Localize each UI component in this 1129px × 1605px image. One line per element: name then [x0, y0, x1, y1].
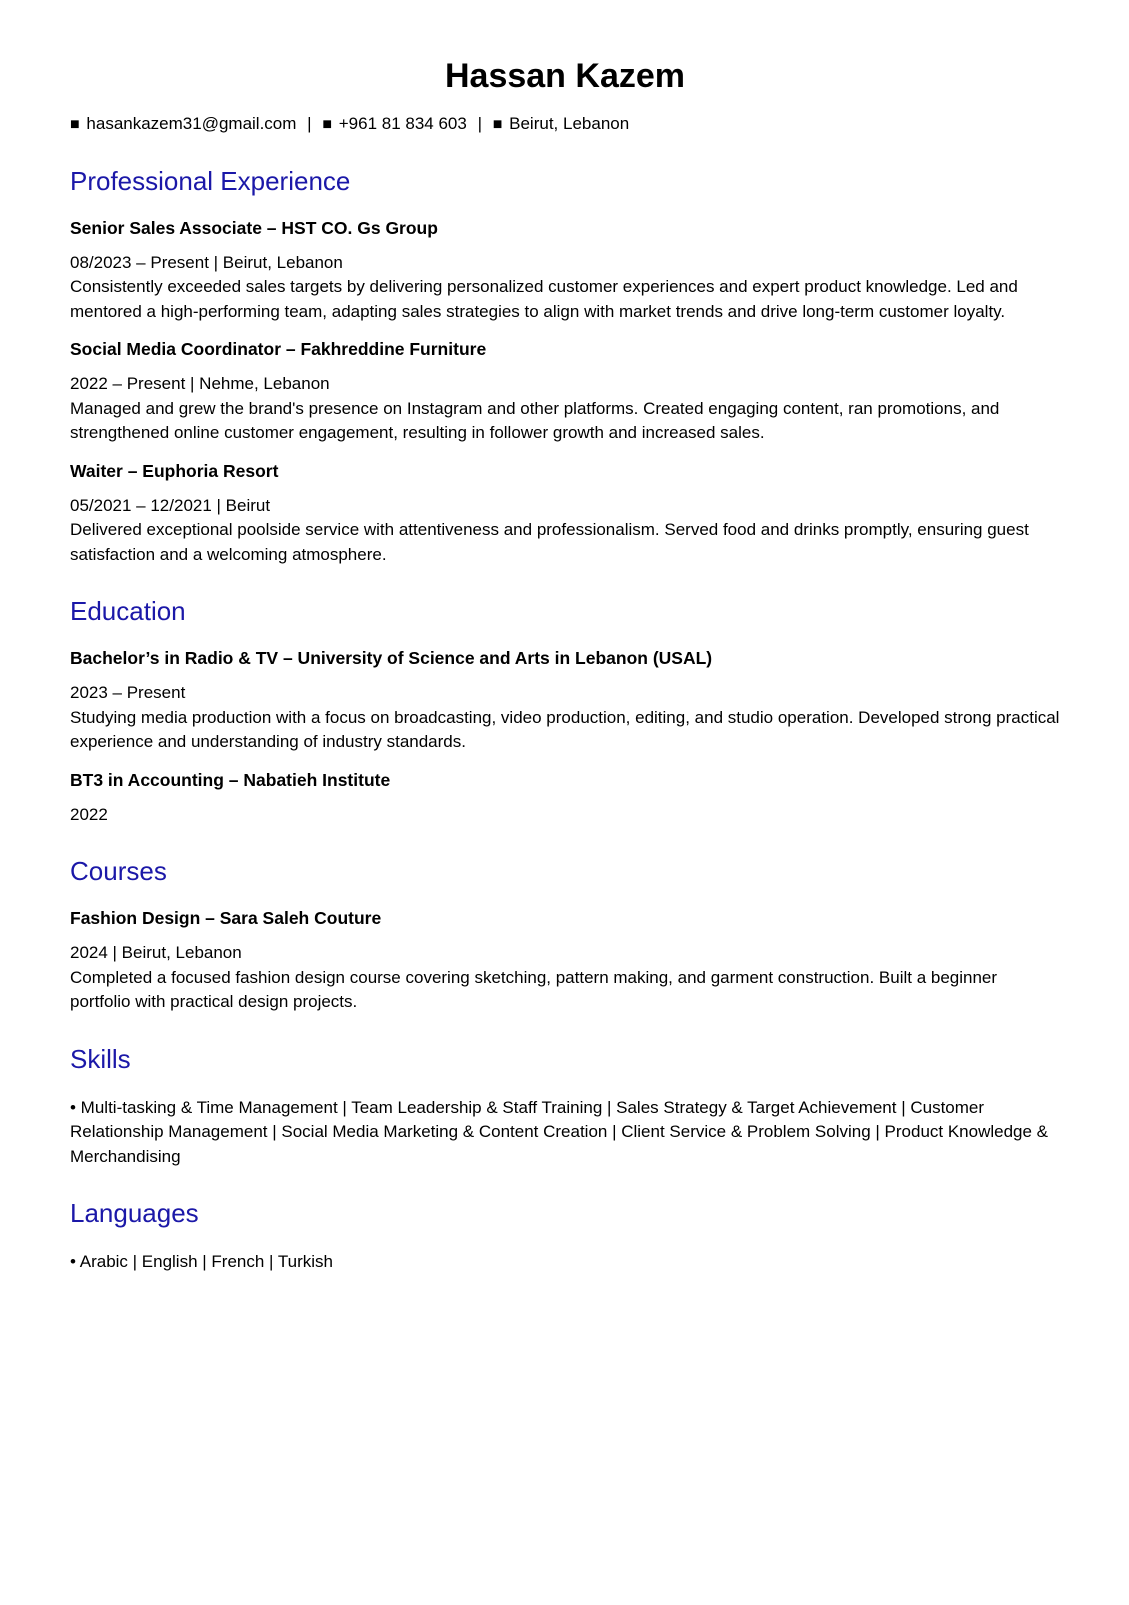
entry-meta: 05/2021 – 12/2021 | Beirut [70, 495, 271, 515]
entry-meta: 2023 – Present [70, 683, 186, 703]
entry-meta: 08/2023 – Present | Beirut, Lebanon [70, 252, 343, 272]
email-icon: ■ [70, 115, 80, 133]
entry-title: Social Media Coordinator – Fakhreddine Furniture [70, 339, 487, 360]
section-professional-experience [70, 166, 1060, 567]
section-skills [70, 1044, 1060, 1170]
entry-body [70, 681, 1060, 755]
entry-description: Managed and grew the brand's presence on Instagram and other platforms. Created engaging content, ran promotions, and strengthened online customer engagement, resulting in follower growth and increased sales. [70, 398, 1000, 443]
entry-title: Bachelor’s in Radio & TV – University of Science and Arts in Lebanon (USAL) [70, 648, 713, 669]
person-name: Hassan Kazem [444, 57, 685, 95]
entry-title: Senior Sales Associate – HST CO. Gs Group [70, 217, 438, 238]
section-courses [70, 856, 1060, 1015]
entry-body [70, 251, 1060, 325]
entry-title: Fashion Design – Sara Saleh Couture [70, 908, 382, 929]
experience-entry [70, 339, 1060, 445]
entry-body [70, 494, 1060, 568]
entry-meta: 2022 [70, 804, 108, 824]
entry-title: BT3 in Accounting – Nabatieh Institute [70, 769, 391, 790]
entry-meta: 2022 – Present | Nehme, Lebanon [70, 374, 330, 394]
entry-description: Studying media production with a focus on broadcasting, video production, editing, and studio operation. Developed strong practical experience and understanding of industry standards. [70, 707, 1060, 752]
section-heading-experience: Professional Experience [70, 165, 351, 196]
contact-separator: | [477, 113, 482, 133]
languages-text: • Arabic | English | French | Turkish [70, 1252, 333, 1272]
entry-body [70, 941, 1060, 1015]
contact-phone: +961 81 834 603 [338, 113, 467, 133]
phone-icon: ■ [322, 115, 332, 133]
section-heading-education: Education [70, 596, 186, 627]
education-entry [70, 770, 1060, 827]
section-heading-courses: Courses [70, 856, 167, 887]
experience-entry [70, 461, 1060, 567]
course-entry [70, 908, 1060, 1014]
entry-body [70, 803, 1060, 828]
contact-email: hasankazem31@gmail.com [86, 113, 297, 133]
resume-header [70, 56, 1060, 137]
section-heading-languages: Languages [70, 1198, 199, 1229]
section-languages [70, 1198, 1060, 1275]
entry-description: Completed a focused fashion design course covering sketching, pattern making, and garment construction. Built a beginner portfolio with practical design projects. [70, 967, 998, 1012]
entry-description: Delivered exceptional poolside service with attentiveness and professionalism. Served food and drinks promptly, ensuring guest satisfaction and a welcoming atmosphere. [70, 520, 1029, 564]
entry-meta: 2024 | Beirut, Lebanon [70, 943, 242, 963]
section-education [70, 596, 1060, 827]
experience-entry [70, 218, 1060, 324]
skills-text: • Multi-tasking & Time Management | Team Leadership & Staff Training | Sales Strategy & Target Achievement | Customer Relationship Management | Social Media Marketing & Content Creation | Client Service & Problem Solving | Product Knowledge & Merchandising [70, 1097, 1049, 1166]
contact-location: Beirut, Lebanon [509, 113, 630, 133]
contact-separator: | [307, 113, 312, 133]
education-entry [70, 648, 1060, 754]
entry-body [70, 372, 1060, 446]
section-heading-skills: Skills [70, 1043, 131, 1074]
contact-line [70, 112, 1060, 137]
entry-title: Waiter – Euphoria Resort [70, 460, 279, 481]
location-icon: ■ [492, 115, 503, 133]
entry-description: Consistently exceeded sales targets by delivering personalized customer experiences and expert product knowledge. Led and mentored a high-performing team, adapting sales strategies to align with market trends and drive long-term customer loyalty. [70, 277, 1018, 321]
